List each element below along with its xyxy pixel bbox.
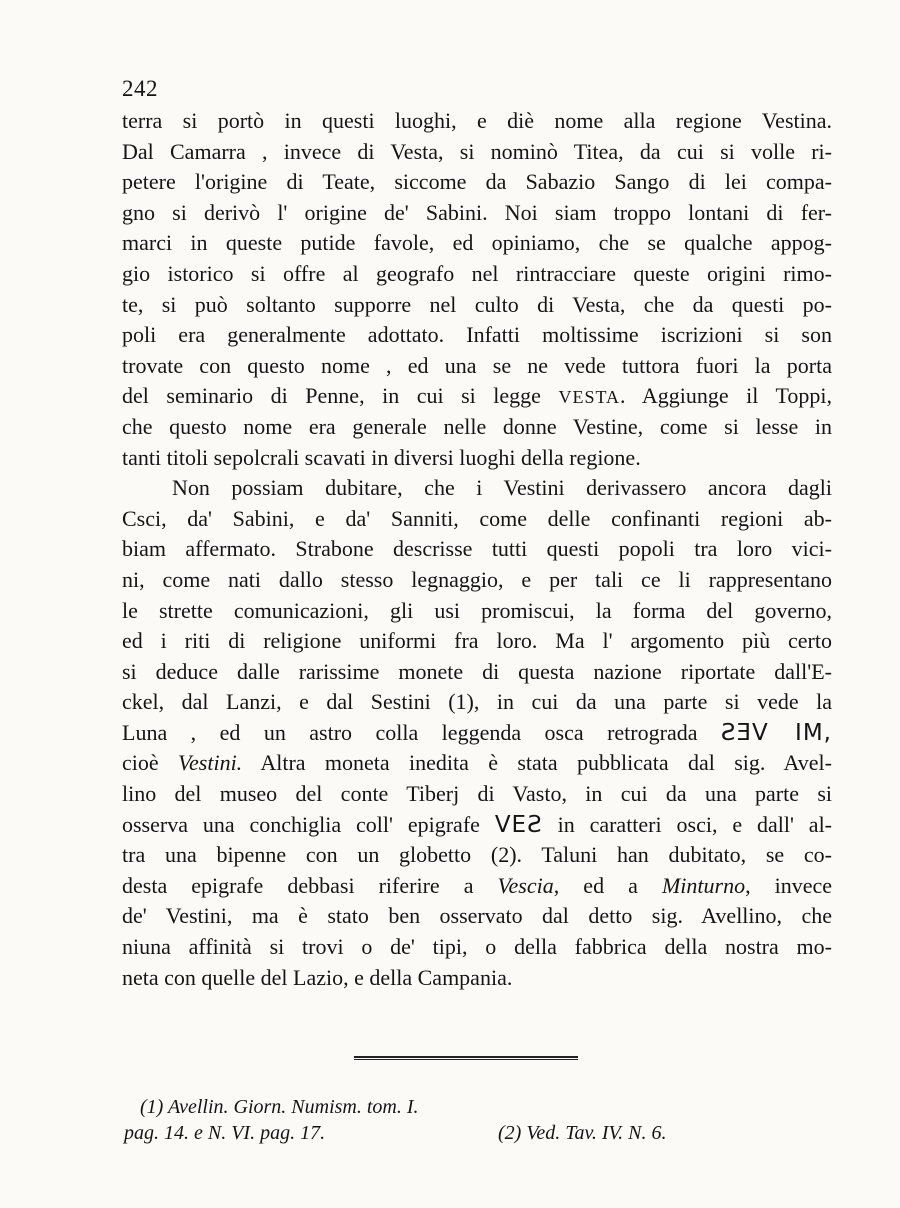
text-segment: Altra moneta inedita è stata pubblicata dal sig. Avel- [260, 750, 832, 776]
text-segment: in caratteri osci, e dall' al- [557, 811, 832, 837]
text-line: neta con quelle del Lazio, e della Campania. [122, 964, 513, 990]
text-line: tra una bipenne con un globetto (2). Taluni han dubitato, se co- [122, 842, 832, 868]
footnote-1: (1) Avellin. Giorn. Numism. tom. I. [140, 1096, 419, 1118]
italic-word: Vescia [497, 872, 554, 898]
text-segment: osserva una conchiglia coll' epigrafe [122, 811, 480, 837]
text-segment: cioè [122, 750, 159, 776]
text-line: petere l'origine di Teate, siccome da Sabazio Sango di lei compa- [122, 169, 832, 195]
text-segment: , invece [745, 872, 832, 898]
vesta-inscription: VESTA [558, 387, 621, 408]
oscan-legend: VEƧ [494, 811, 543, 838]
italic-word: Vestini. [178, 750, 243, 776]
text-segment: . Aggiunge il Toppi, [620, 383, 832, 409]
text-line: gio istorico si offre al geografo nel rintracciare queste origini rimo- [122, 260, 832, 286]
text-line: gno si derivò l' origine de' Sabini. Noi siam troppo lontani di fer- [122, 199, 832, 225]
text-line [122, 718, 832, 749]
text-segment: desta epigrafe debbasi riferire a [122, 872, 474, 898]
text-line: niuna affinità si trovi o de' tipi, o della fabbrica della nostra mo- [122, 934, 832, 960]
text-line [122, 810, 832, 841]
text-segment: , ed a [553, 872, 638, 898]
text-line: trovate con questo nome , ed una se ne vede tuttora fuori la porta [122, 352, 832, 378]
text-line: tanti titoli sepolcrali scavati in diversi luoghi della regione. [122, 444, 641, 470]
text-segment: Luna , ed un astro colla leggenda osca retrograda [122, 719, 698, 745]
text-line [122, 748, 832, 779]
text-line: le strette comunicazioni, gli usi promiscui, la forma del governo, [122, 597, 832, 623]
text-line: poli era generalmente adottato. Infatti moltissime iscrizioni si son [122, 322, 832, 348]
text-line: Csci, da' Sabini, e da' Sanniti, come delle confinanti regioni ab- [122, 505, 832, 531]
text-line: te, si può soltanto supporre nel culto di Vesta, che da questi po- [122, 291, 832, 317]
text-line: ed i riti di religione uniformi fra loro. Ma l' argomento più certo [122, 628, 832, 654]
text-line: de' Vestini, ma è stato ben osservato dal detto sig. Avellino, che [122, 903, 832, 929]
page-number: 242 [122, 76, 158, 101]
text-line: marci in queste putide favole, ed opiniamo, che se qualche appog- [122, 230, 832, 256]
oscan-legend: ƧƎV IM, [720, 719, 832, 746]
text-line: che questo nome era generale nelle donne Vestine, come si lesse in [122, 413, 832, 439]
footnote-separator [354, 1056, 578, 1060]
text-segment: del seminario di Penne, in cui si legge [122, 383, 541, 409]
text-line: si deduce dalle rarissime monete di questa nazione riportate dall'E- [122, 658, 832, 684]
text-line [122, 381, 832, 412]
text-line: ckel, dal Lanzi, e dal Sestini (1), in cui da una parte si vede la [122, 689, 832, 715]
text-line: ni, come nati dallo stesso legnaggio, e per tali ce li rappresentano [122, 566, 832, 592]
footnote-1-continued: pag. 14. e N. VI. pag. 17. [124, 1122, 326, 1144]
text-line: Dal Camarra , invece di Vesta, si nominò Titea, da cui si volle ri- [122, 138, 832, 164]
italic-word: Minturno [661, 872, 746, 898]
text-line: terra si portò in questi luoghi, e diè nome alla regione Vestina. [122, 108, 832, 133]
paragraph-start: Non possiam dubitare, che i Vestini derivassero ancora dagli [172, 475, 832, 501]
text-line [122, 871, 832, 902]
text-line: lino del museo del conte Tiberj di Vasto, in cui da una parte si [122, 781, 832, 807]
footnote-2: (2) Ved. Tav. IV. N. 6. [498, 1122, 667, 1144]
text-line: biam affermato. Strabone descrisse tutti questi popoli tra loro vici- [122, 536, 832, 562]
main-text [122, 106, 832, 993]
